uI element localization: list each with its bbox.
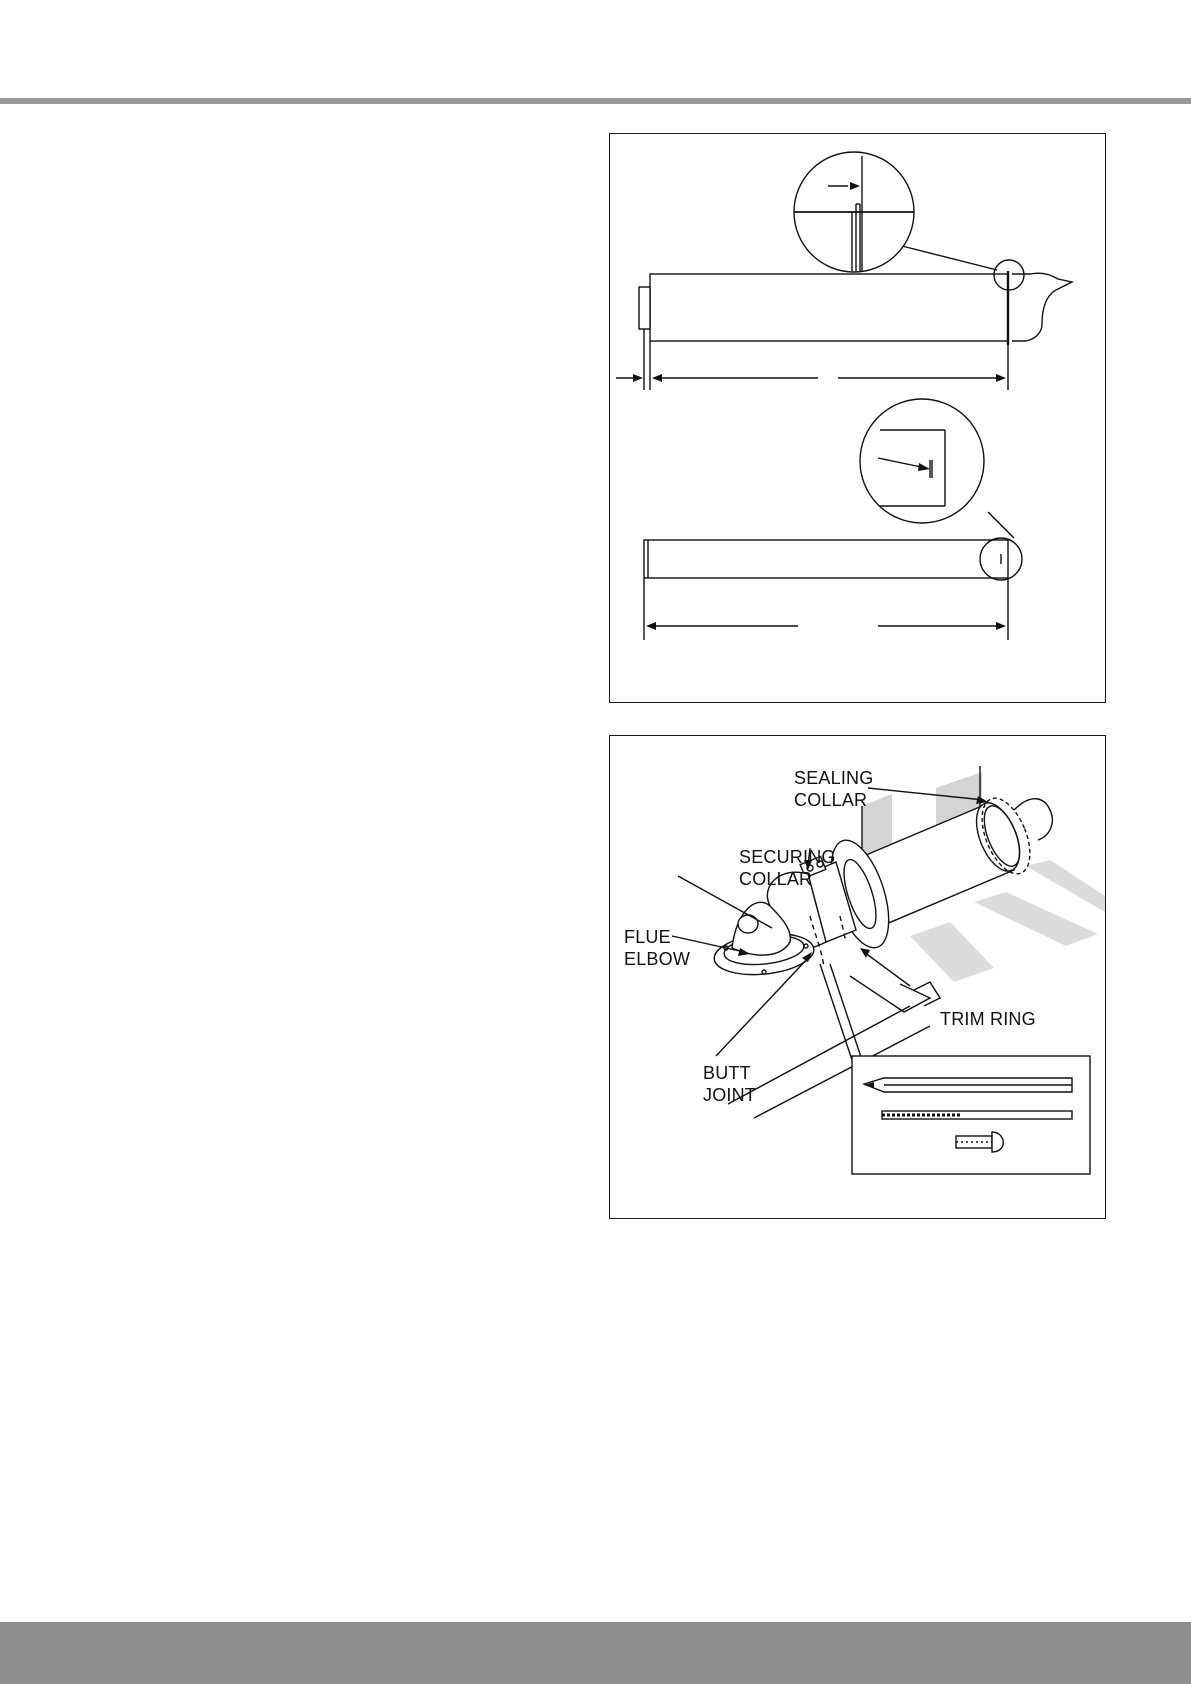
flue-measurement-diagram xyxy=(610,134,1105,702)
sealing-collar-label: SEALING COLLAR xyxy=(794,768,874,810)
figure-flue-measurement xyxy=(609,133,1106,703)
inner-duct-dimension xyxy=(644,578,1008,640)
magnified-detail-2 xyxy=(860,399,984,523)
header-rule xyxy=(0,98,1191,104)
securing-collar-label: SECURING COLLAR xyxy=(739,847,836,889)
butt-joint-label: BUTT JOINT xyxy=(703,1063,756,1105)
drill-bit-icon xyxy=(882,1111,1072,1119)
footer-band xyxy=(0,1622,1191,1684)
trim-ring-label: TRIM RING xyxy=(940,1009,1036,1029)
detail-leader-line-2 xyxy=(988,512,1014,538)
flue-elbow-label: FLUE ELBOW xyxy=(624,927,691,969)
tools-inset xyxy=(852,1056,1090,1174)
pencil-icon xyxy=(864,1078,1072,1092)
figure-flue-assembly xyxy=(609,735,1106,1219)
inner-duct xyxy=(644,538,1022,580)
outer-duct xyxy=(639,271,1008,345)
magnified-detail-1 xyxy=(794,152,914,272)
detail-leader-line xyxy=(902,246,997,270)
